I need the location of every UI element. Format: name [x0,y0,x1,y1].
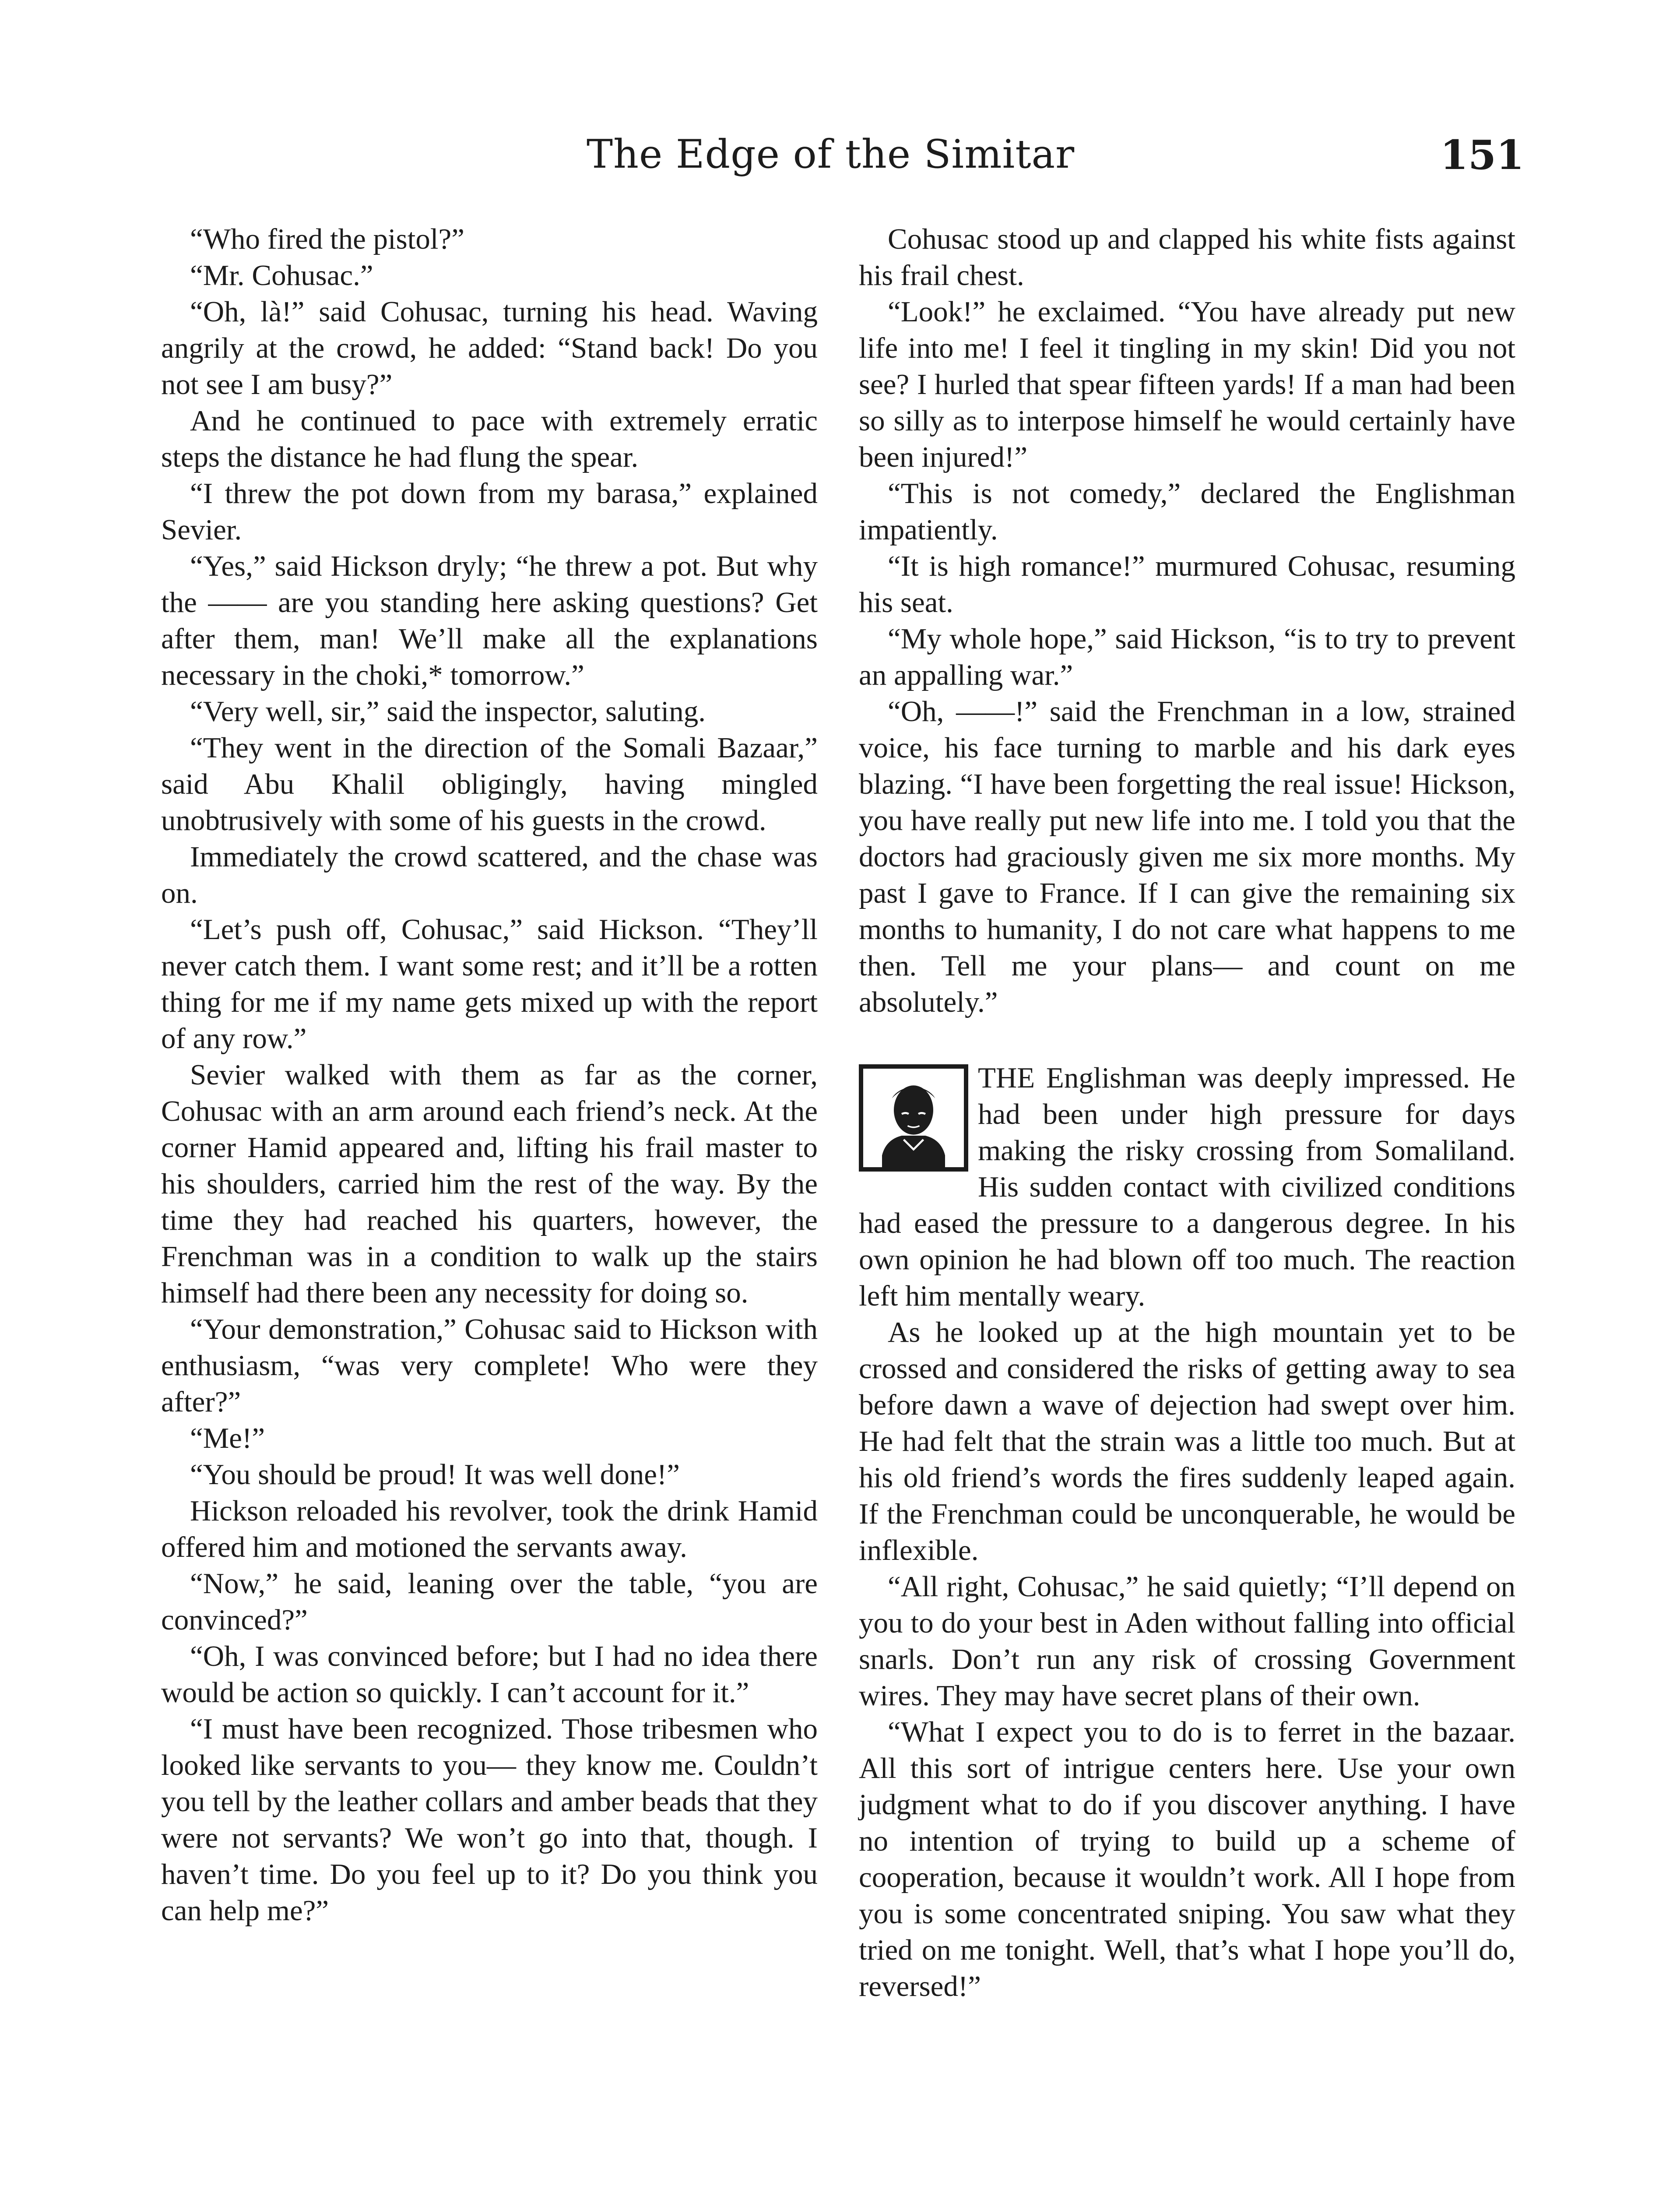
left-column [161,221,818,1929]
paragraph: “Yes,” said Hickson dryly; “he threw a pot. But why the —— are you standing here asking questions? Get after them, man! We’ll make all the explanations necessary in the choki,* tomorrow.” [161,550,818,691]
paragraph: As he looked up at the high mountain yet to be crossed and considered the risks of getting away to sea before dawn a wave of dejection had swept over him. He had felt that the strain was a little too much. But at his old friend’s words the fires suddenly leaped again. If the Frenchman could be unconquerable, he would be inflexible. [859,1316,1515,1566]
paragraph: “Me!” [190,1422,265,1454]
paragraph: “Mr. Cohusac.” [190,259,373,292]
paragraph: “I threw the pot down from my barasa,” explained Sevier. [161,477,818,546]
paragraph: “My whole hope,” said Hickson, “is to try to prevent an appalling war.” [859,623,1515,691]
paragraph: “Oh, là!” said Cohusac, turning his head. Waving angrily at the crowd, he added: “Stand back! Do you not see I am busy?” [161,296,818,401]
right-column [859,221,1515,2005]
paragraph: Hickson reloaded his revolver, took the drink Hamid offered him and motioned the servants away. [161,1495,818,1563]
paragraph: “Your demonstration,” Cohusac said to Hickson with enthusiasm, “was very complete! Who were they after?” [161,1313,818,1418]
paragraph: Cohusac stood up and clapped his white fists against his frail chest. [859,223,1515,292]
paragraph: “Now,” he said, leaning over the table, “you are convinced?” [161,1567,818,1636]
paragraph: THE Englishman was deeply impressed. He had been under high pressure for days making the risky crossing from Somaliland. His sudden contact with civilized conditions had eased the pressure to a dangerous degree. In his own opinion he had blown off too much. The reaction left him mentally weary. [859,1062,1515,1312]
paragraph: “Who fired the pistol?” [190,223,464,255]
portrait-icon [863,1069,964,1167]
paragraph: And he continued to pace with extremely erratic steps the distance he had flung the spear. [161,405,818,473]
paragraph: “You should be proud! It was well done!” [190,1458,680,1491]
paragraph: “Oh, ——!” said the Frenchman in a low, strained voice, his face turning to marble and his dark eyes blazing. “I have been forgetting the real issue! Hickson, you have really put new life into me. I told you that the doctors had graciously given me six more months. My past I gave to France. If I can give the remaining six months to humanity, I do not care what happens to me then. Tell me your plans— and count on me absolutely.” [859,695,1515,1018]
paragraph: “Very well, sir,” said the inspector, saluting. [190,695,706,728]
paragraph: “They went in the direction of the Somali Bazaar,” said Abu Khalil obligingly, having mingled unobtrusively with some of his guests in the crowd. [161,732,818,837]
paragraph: Sevier walked with them as far as the corner, Cohusac with an arm around each friend’s neck. At the corner Hamid appeared and, lifting his frail master to his shoulders, carried him the rest of the way. By the time they had reached his quarters, however, the Frenchman was in a condition to walk up the stairs himself had there been any necessity for doing so. [161,1059,818,1309]
paragraph: Immediately the crowd scattered, and the chase was on. [161,841,818,909]
decorative-initial-portrait-icon [859,1064,968,1172]
paragraph: “What I expect you to do is to ferret in the bazaar. All this sort of intrigue centers here. Use your own judgment what to do if you discover anything. I have no intention of trying to build up a scheme of cooperation, because it wouldn’t work. All I hope from you is some concentrated sniping. You saw what they tried on me tonight. Well, that’s what I hope you’ll do, reversed!” [859,1716,1515,2002]
paragraph: “Look!” he exclaimed. “You have already put new life into me! I feel it tingling in my skin! Did you not see? I hurled that spear fifteen yards! If a man had been so silly as to interpose himself he would certainly have been injured!” [859,296,1515,473]
paragraph: “All right, Cohusac,” he said quietly; “I’ll depend on you to do your best in Aden without falling into official snarls. Don’t run any risk of crossing Government wires. They may have secret plans of their own. [859,1570,1515,1712]
paragraph: “I must have been recognized. Those tribesmen who looked like servants to you— they know me. Couldn’t you tell by the leather collars and amber beads that they were not servants? We won’t go into that, though. I haven’t time. Do you feel up to it? Do you think you can help me?” [161,1713,818,1927]
running-title: The Edge of the Simitar [587,131,1075,177]
page-number: 151 [1440,131,1525,179]
paragraph: “Oh, I was convinced before; but I had no idea there would be action so quickly. I can’t account for it.” [161,1640,818,1709]
paragraph: “It is high romance!” murmured Cohusac, resuming his seat. [859,550,1515,619]
paragraph: “Let’s push off, Cohusac,” said Hickson. “They’ll never catch them. I want some rest; and it’ll be a rotten thing for me if my name gets mixed up with the report of any row.” [161,913,818,1055]
paragraph: “This is not comedy,” declared the Englishman impatiently. [859,477,1515,546]
